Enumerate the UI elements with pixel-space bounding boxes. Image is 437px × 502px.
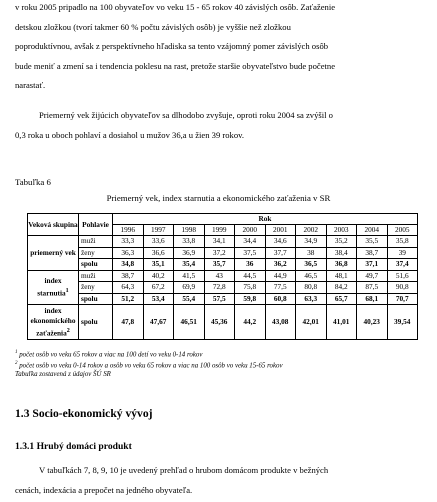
cell: 57,5 xyxy=(204,293,235,305)
cell: 35,2 xyxy=(326,236,357,248)
sex-label: spolu xyxy=(79,259,113,271)
table-source: Tabuľka zostavená z údajov ŠÚ SR xyxy=(15,370,111,378)
text-line: narastať. xyxy=(15,80,46,91)
cell: 36,5 xyxy=(296,259,327,271)
cell: 63,3 xyxy=(296,293,327,305)
sex-label: ženy xyxy=(79,247,113,259)
cell: 46,51 xyxy=(174,305,205,340)
cell: 38 xyxy=(296,247,327,259)
cell: 37,7 xyxy=(265,247,296,259)
year-header: 1996 xyxy=(113,225,144,236)
text-line: Priemerný vek žijúcich obyvateľov sa dlhodobo zvyšuje, oproti roku 2004 sa zvýšil o xyxy=(39,110,333,120)
text-line: 0,3 roka u oboch pohlaví a dosiahol u mužov 36,a u žien 39 rokov. xyxy=(15,129,245,140)
sex-label: spolu xyxy=(79,293,113,305)
cell: 45,36 xyxy=(204,305,235,340)
cell: 39,54 xyxy=(387,305,418,340)
cell: 35,5 xyxy=(357,236,388,248)
cell: 42,01 xyxy=(296,305,327,340)
cell: 35,7 xyxy=(204,259,235,271)
text-line: bude meniť a zmení sa i tendencia poklesu na rast, pretože staršie obyvateľstvo bude početne xyxy=(15,60,336,71)
cell: 48,1 xyxy=(326,270,357,282)
cell: 34,6 xyxy=(265,236,296,248)
cell: 43 xyxy=(204,270,235,282)
text-line: poproduktívnou, avšak z perspektívneho hľadiska sa tento vzájomný pomer závislých osôb xyxy=(15,41,329,52)
cell: 43,08 xyxy=(265,305,296,340)
cell: 41,5 xyxy=(174,270,205,282)
year-header: 1998 xyxy=(174,225,205,236)
cell: 37,2 xyxy=(204,247,235,259)
cell: 77,5 xyxy=(265,282,296,294)
cell: 65,7 xyxy=(326,293,357,305)
cell: 35,4 xyxy=(174,259,205,271)
cell: 40,2 xyxy=(143,270,174,282)
year-header: 2002 xyxy=(296,225,327,236)
cell: 35,1 xyxy=(143,259,174,271)
sex-label: muži xyxy=(79,270,113,282)
cell: 37,5 xyxy=(235,247,266,259)
year-header: 1999 xyxy=(204,225,235,236)
body-paragraph xyxy=(15,106,425,145)
table-row xyxy=(28,236,418,248)
cell: 34,1 xyxy=(204,236,235,248)
cell: 84,2 xyxy=(326,282,357,294)
sex-label: spolu xyxy=(79,305,113,340)
table-footnotes xyxy=(15,349,283,379)
text-line: detskou zložkou (tvorí takmer 60 % počtu závislých osôb) je vyššie než zložkou xyxy=(15,21,291,32)
year-header: 2003 xyxy=(326,225,357,236)
cell: 38,7 xyxy=(357,247,388,259)
cell: 34,9 xyxy=(296,236,327,248)
cell: 44,2 xyxy=(235,305,266,340)
cell: 46,5 xyxy=(296,270,327,282)
table-title: Priemerný vek, index starnutia a ekonomického zaťaženia v SR xyxy=(106,193,331,203)
cell: 37,1 xyxy=(357,259,388,271)
cell: 49,7 xyxy=(357,270,388,282)
body-paragraph xyxy=(15,461,425,500)
cell: 75,8 xyxy=(235,282,266,294)
cell: 68,1 xyxy=(357,293,388,305)
cell: 36,6 xyxy=(143,247,174,259)
year-header: 2004 xyxy=(357,225,388,236)
subsection-heading: 1.3.1 Hrubý domáci produkt xyxy=(15,441,132,452)
year-header: 2000 xyxy=(235,225,266,236)
cell: 36,9 xyxy=(174,247,205,259)
cell: 36,2 xyxy=(265,259,296,271)
cell: 41,01 xyxy=(326,305,357,340)
table-label: Tabuľka 6 xyxy=(15,177,51,187)
section-heading: 1.3 Socio-ekonomický vývoj xyxy=(15,407,153,420)
text-line: V tabuľkách 7, 8, 9, 10 je uvedený prehľad o hrubom domácom produkte v bežných xyxy=(39,465,329,475)
text-line: v roku 2005 pripadlo na 100 obyvateľov vo veku 15 - 65 rokov 40 závislých osôb. Zaťaženie xyxy=(15,2,336,12)
data-table xyxy=(27,213,418,340)
cell: 47,8 xyxy=(113,305,144,340)
cell: 87,5 xyxy=(357,282,388,294)
cell: 51,2 xyxy=(113,293,144,305)
cell: 55,4 xyxy=(174,293,205,305)
year-header: 2005 xyxy=(387,225,418,236)
cell: 36,3 xyxy=(113,247,144,259)
group-label: priemerný vek xyxy=(28,236,79,271)
cell: 36,8 xyxy=(326,259,357,271)
cell: 38,4 xyxy=(326,247,357,259)
cell: 72,8 xyxy=(204,282,235,294)
table-row xyxy=(28,305,418,340)
cell: 34,4 xyxy=(235,236,266,248)
cell: 67,2 xyxy=(143,282,174,294)
header-group: Veková skupina xyxy=(28,214,79,236)
cell: 38,7 xyxy=(113,270,144,282)
group-label: index ekonomického zaťaženia$^2$ xyxy=(28,305,79,340)
cell: 69,9 xyxy=(174,282,205,294)
table-row xyxy=(28,270,418,282)
year-header: 2001 xyxy=(265,225,296,236)
table-row xyxy=(28,259,418,271)
footnote-mark: 2 xyxy=(66,327,70,334)
cell: 64,3 xyxy=(113,282,144,294)
cell: 44,5 xyxy=(235,270,266,282)
cell: 80,8 xyxy=(296,282,327,294)
text-line: cenách, indexácia a prepočet na jedného obyvateľa. xyxy=(15,484,193,495)
table-row xyxy=(28,282,418,294)
cell: 36 xyxy=(235,259,266,271)
cell: 60,8 xyxy=(265,293,296,305)
header-year-title: Rok xyxy=(113,214,418,225)
cell: 35,8 xyxy=(387,236,418,248)
footnote: $^1$ počet osôb vo veku 65 rokov a viac na 100 detí vo veku 0-14 rokov xyxy=(15,350,203,359)
cell: 33,6 xyxy=(143,236,174,248)
footnote-mark: 1 xyxy=(65,288,69,295)
cell: 37,4 xyxy=(387,259,418,271)
sex-label: ženy xyxy=(79,282,113,294)
cell: 33,8 xyxy=(174,236,205,248)
table-row xyxy=(28,293,418,305)
cell: 59,8 xyxy=(235,293,266,305)
footnote: $^2$ počet osôb vo veku 0-14 rokov a osôb vo veku 65 rokov a viac na 100 osôb vo veku 15-65 rokov xyxy=(15,360,283,370)
table-row xyxy=(28,247,418,259)
cell: 44,9 xyxy=(265,270,296,282)
group-label: index starnutia$^1$ xyxy=(28,270,79,305)
cell: 70,7 xyxy=(387,293,418,305)
header-sex: Pohlavie xyxy=(79,214,113,236)
cell: 40,23 xyxy=(357,305,388,340)
cell: 90,8 xyxy=(387,282,418,294)
body-paragraph xyxy=(15,0,425,96)
cell: 51,6 xyxy=(387,270,418,282)
cell: 47,67 xyxy=(143,305,174,340)
cell: 33,3 xyxy=(113,236,144,248)
cell: 39 xyxy=(387,247,418,259)
cell: 53,4 xyxy=(143,293,174,305)
cell: 34,8 xyxy=(113,259,144,271)
year-header: 1997 xyxy=(143,225,174,236)
sex-label: muži xyxy=(79,236,113,248)
